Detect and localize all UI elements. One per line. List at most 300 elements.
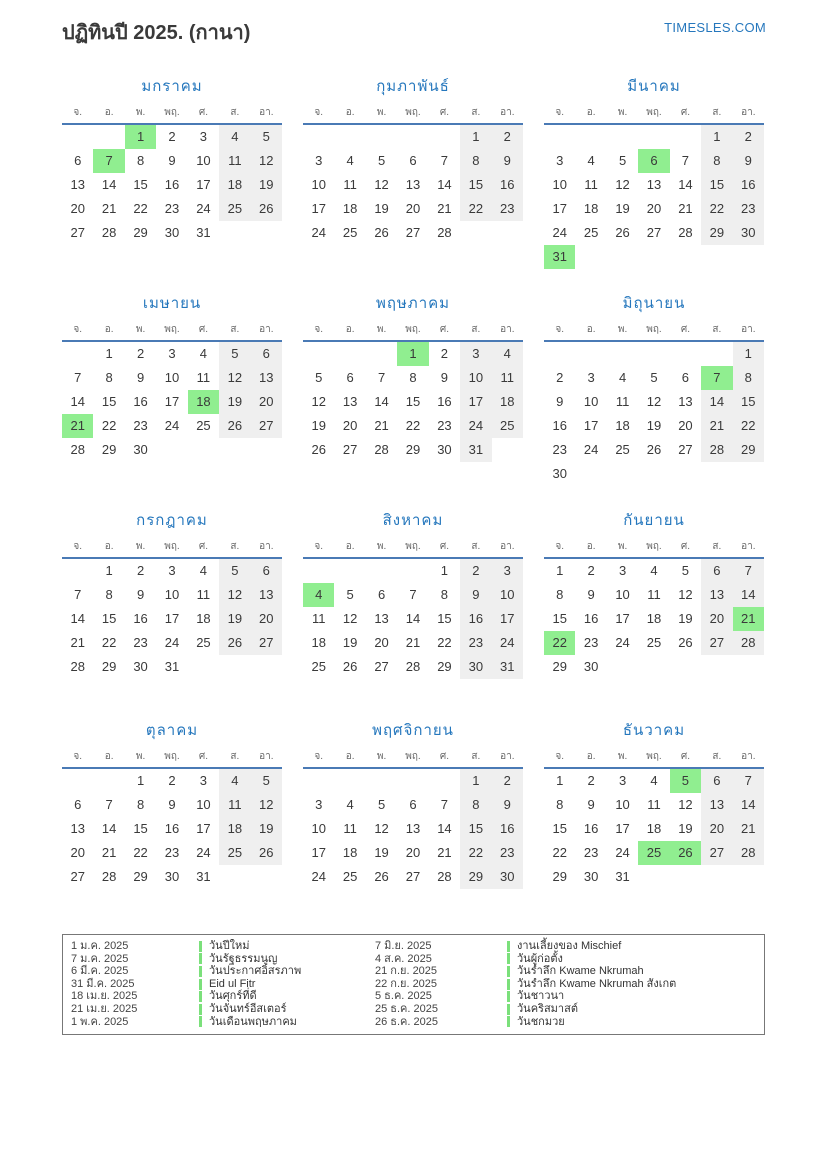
day-cell: 6 bbox=[681, 370, 690, 385]
day-cell: 14 bbox=[70, 394, 85, 409]
holiday-day-cell: 25 bbox=[638, 841, 669, 865]
day-cell: 14 bbox=[101, 821, 117, 836]
legend-name: วันผู้ก่อตั้ง bbox=[517, 952, 563, 965]
site-link[interactable]: TIMESLES.COM bbox=[664, 20, 766, 35]
day-cell: 14 bbox=[70, 611, 85, 626]
day-cell: 10 bbox=[492, 583, 523, 607]
empty-cell bbox=[638, 865, 669, 889]
day-cell: 4 bbox=[219, 769, 250, 793]
legend-name: วันปีใหม่ bbox=[209, 940, 250, 952]
day-cell: 7 bbox=[733, 559, 764, 583]
day-cell: 10 bbox=[552, 177, 567, 192]
day-cell: 25 bbox=[219, 197, 250, 221]
month-5 bbox=[303, 291, 523, 479]
day-cell: 26 bbox=[342, 659, 358, 674]
day-cell: 8 bbox=[556, 587, 564, 602]
day-cell: 14 bbox=[374, 394, 389, 409]
holiday-day-cell: 7 bbox=[93, 149, 124, 173]
weekday-header: อา. bbox=[259, 751, 274, 762]
day-cell: 16 bbox=[492, 817, 523, 841]
day-cell: 9 bbox=[587, 797, 595, 812]
day-cell: 1 bbox=[556, 563, 564, 578]
weekday-header: ส. bbox=[230, 324, 240, 335]
month-title[interactable]: ตุลาคม bbox=[145, 722, 199, 739]
empty-cell bbox=[701, 865, 732, 889]
holiday-day-cell: 21 bbox=[62, 414, 93, 438]
weekday-header: ศ. bbox=[680, 751, 690, 762]
day-cell: 28 bbox=[437, 869, 452, 884]
day-cell: 26 bbox=[374, 869, 389, 884]
empty-cell bbox=[219, 221, 250, 245]
day-cell: 7 bbox=[409, 587, 417, 602]
weekday-header: อา. bbox=[741, 541, 756, 552]
day-cell: 16 bbox=[492, 173, 523, 197]
week-row bbox=[62, 841, 282, 865]
day-cell: 20 bbox=[701, 817, 732, 841]
legend-marker-icon bbox=[199, 991, 202, 1002]
holiday-day-cell: 4 bbox=[303, 583, 334, 607]
weekday-header: ส. bbox=[230, 107, 240, 118]
legend-name: งานเลี้ยงของ Mischief bbox=[517, 940, 622, 952]
day-cell: 30 bbox=[164, 225, 180, 240]
empty-cell bbox=[93, 125, 124, 149]
page-title: ปฏิทินปี 2025. (กานา) bbox=[62, 22, 251, 44]
day-cell: 22 bbox=[733, 414, 764, 438]
legend-marker-icon bbox=[507, 991, 510, 1002]
week-row bbox=[62, 149, 282, 173]
day-cell: 25 bbox=[646, 635, 662, 650]
day-cell: 5 bbox=[681, 563, 690, 578]
day-cell: 23 bbox=[460, 631, 491, 655]
day-cell: 3 bbox=[168, 563, 176, 578]
day-cell: 4 bbox=[346, 153, 354, 168]
day-cell: 24 bbox=[615, 635, 630, 650]
day-cell: 28 bbox=[733, 841, 764, 865]
day-cell: 29 bbox=[552, 869, 567, 884]
weekday-header: อา. bbox=[741, 751, 756, 762]
day-cell: 22 bbox=[405, 418, 421, 433]
holiday-day-cell: 5 bbox=[670, 769, 701, 793]
empty-cell bbox=[638, 125, 669, 149]
day-cell: 28 bbox=[437, 225, 452, 240]
day-cell: 11 bbox=[615, 394, 630, 409]
weekday-header: ส. bbox=[471, 541, 481, 552]
day-cell: 27 bbox=[70, 225, 85, 240]
day-cell: 26 bbox=[219, 631, 250, 655]
day-cell: 12 bbox=[219, 366, 250, 390]
day-cell: 12 bbox=[615, 177, 630, 192]
month-title[interactable]: กรกฎาคม bbox=[136, 512, 208, 529]
day-cell: 24 bbox=[615, 845, 630, 860]
day-cell: 23 bbox=[552, 442, 567, 457]
legend-marker-icon bbox=[507, 941, 510, 952]
holiday-day-cell: 21 bbox=[733, 607, 764, 631]
weekday-header: จ. bbox=[555, 541, 565, 552]
month-6 bbox=[544, 291, 764, 486]
month-title[interactable]: พฤษภาคม bbox=[375, 295, 451, 312]
weekday-header: ศ. bbox=[198, 324, 208, 335]
day-cell: 25 bbox=[196, 635, 211, 650]
month-title[interactable]: กันยายน bbox=[623, 512, 685, 529]
holiday-legend bbox=[62, 934, 765, 1035]
empty-cell bbox=[670, 655, 701, 679]
day-cell: 27 bbox=[405, 869, 421, 884]
empty-cell bbox=[575, 342, 606, 366]
day-cell: 17 bbox=[615, 611, 630, 626]
day-cell: 9 bbox=[492, 793, 523, 817]
empty-cell bbox=[303, 342, 334, 366]
day-cell: 9 bbox=[587, 587, 595, 602]
legend-entry bbox=[507, 953, 756, 966]
week-row bbox=[544, 366, 764, 390]
day-cell: 13 bbox=[646, 177, 662, 192]
weekday-header: ส. bbox=[712, 107, 722, 118]
legend-name: วันชกมวย bbox=[517, 1015, 565, 1028]
empty-cell bbox=[607, 245, 638, 269]
day-cell: 15 bbox=[701, 173, 732, 197]
day-cell: 23 bbox=[583, 635, 599, 650]
holiday-day-cell: 22 bbox=[544, 631, 575, 655]
month-title[interactable]: มิถุนายน bbox=[622, 295, 686, 312]
empty-cell bbox=[303, 769, 334, 793]
week-row bbox=[303, 221, 523, 245]
weekday-header: พ. bbox=[376, 541, 387, 552]
day-cell: 19 bbox=[219, 390, 250, 414]
week-row bbox=[62, 197, 282, 221]
legend-name: วันคริสมาสต์ bbox=[517, 1002, 578, 1015]
weekday-header: ศ. bbox=[439, 541, 449, 552]
day-cell: 19 bbox=[678, 611, 693, 626]
weekday-header: อา. bbox=[500, 107, 515, 118]
empty-cell bbox=[334, 342, 365, 366]
day-cell: 19 bbox=[251, 173, 282, 197]
day-cell: 29 bbox=[133, 225, 148, 240]
empty-cell bbox=[575, 125, 606, 149]
month-title[interactable]: มีนาคม bbox=[627, 78, 681, 95]
week-row bbox=[544, 342, 764, 366]
day-cell: 17 bbox=[615, 821, 630, 836]
empty-cell bbox=[575, 245, 606, 269]
legend-marker-icon bbox=[507, 966, 510, 977]
day-cell: 6 bbox=[346, 370, 354, 385]
day-cell: 6 bbox=[74, 153, 82, 168]
day-cell: 19 bbox=[374, 845, 389, 860]
weekday-header: อ. bbox=[586, 751, 596, 762]
day-cell: 18 bbox=[646, 611, 662, 626]
empty-cell bbox=[251, 438, 282, 462]
day-cell: 27 bbox=[251, 631, 282, 655]
weekday-header: ส. bbox=[471, 324, 481, 335]
day-cell: 20 bbox=[251, 390, 282, 414]
week-row bbox=[544, 607, 764, 631]
day-cell: 24 bbox=[164, 635, 180, 650]
day-cell: 8 bbox=[105, 370, 113, 385]
month-title[interactable]: พฤศจิกายน bbox=[372, 722, 454, 739]
day-cell: 24 bbox=[196, 201, 211, 216]
weekday-header: พฤ. bbox=[646, 541, 662, 552]
day-cell: 31 bbox=[492, 655, 523, 679]
day-cell: 12 bbox=[342, 611, 358, 626]
week-row bbox=[62, 769, 282, 793]
day-cell: 14 bbox=[701, 390, 732, 414]
month-title[interactable]: เมษายน bbox=[142, 295, 202, 312]
empty-cell bbox=[701, 462, 732, 486]
empty-cell bbox=[429, 769, 460, 793]
empty-cell bbox=[733, 655, 764, 679]
day-cell: 21 bbox=[70, 635, 85, 650]
day-cell: 10 bbox=[615, 587, 630, 602]
empty-cell bbox=[62, 769, 93, 793]
day-cell: 1 bbox=[136, 773, 145, 788]
legend-marker-icon bbox=[199, 966, 202, 977]
weekday-header: พฤ. bbox=[405, 324, 421, 335]
legend-date: 1 พ.ค. 2025 bbox=[71, 1015, 129, 1028]
empty-cell bbox=[334, 559, 365, 583]
day-cell: 2 bbox=[136, 563, 145, 578]
months-grid bbox=[62, 74, 766, 906]
day-cell: 26 bbox=[374, 225, 389, 240]
day-cell: 20 bbox=[251, 607, 282, 631]
day-cell: 8 bbox=[460, 149, 491, 173]
day-cell: 28 bbox=[70, 442, 85, 457]
legend-grid bbox=[71, 940, 756, 1028]
day-cell: 17 bbox=[311, 201, 326, 216]
day-cell: 16 bbox=[460, 607, 491, 631]
day-cell: 8 bbox=[105, 587, 113, 602]
day-cell: 29 bbox=[552, 659, 567, 674]
legend-name: วันศุกร์ที่ดี bbox=[209, 990, 257, 1003]
empty-cell bbox=[544, 342, 575, 366]
week-row bbox=[544, 655, 764, 679]
week-row bbox=[62, 583, 282, 607]
day-cell: 4 bbox=[199, 346, 208, 361]
day-cell: 4 bbox=[346, 797, 354, 812]
day-cell: 9 bbox=[136, 587, 145, 602]
day-cell: 21 bbox=[374, 418, 389, 433]
empty-cell bbox=[607, 125, 638, 149]
day-cell: 3 bbox=[556, 153, 564, 168]
empty-cell bbox=[638, 655, 669, 679]
day-cell: 5 bbox=[618, 153, 627, 168]
day-cell: 8 bbox=[409, 370, 417, 385]
day-cell: 4 bbox=[219, 125, 250, 149]
legend-date: 22 ก.ย. 2025 bbox=[375, 977, 438, 990]
day-cell: 13 bbox=[342, 394, 358, 409]
legend-name: วันรำลึก Kwame Nkrumah สังเกต bbox=[517, 977, 677, 990]
day-cell: 9 bbox=[168, 797, 176, 812]
day-cell: 20 bbox=[405, 845, 421, 860]
week-row bbox=[62, 173, 282, 197]
month-8 bbox=[303, 508, 523, 696]
legend-entry bbox=[199, 1003, 375, 1016]
legend-name: วันเดือนพฤษภาคม bbox=[209, 1015, 297, 1028]
day-cell: 7 bbox=[377, 370, 386, 385]
day-cell: 25 bbox=[615, 442, 630, 457]
day-cell: 14 bbox=[437, 177, 452, 192]
weekday-header: ศ. bbox=[680, 324, 690, 335]
week-row bbox=[544, 390, 764, 414]
empty-cell bbox=[397, 769, 428, 793]
empty-cell bbox=[670, 865, 701, 889]
week-row bbox=[544, 817, 764, 841]
empty-cell bbox=[397, 125, 428, 149]
weekday-header: อา. bbox=[500, 751, 515, 762]
week-row bbox=[62, 125, 282, 149]
legend-date: 1 ม.ค. 2025 bbox=[71, 940, 129, 952]
day-cell: 26 bbox=[251, 197, 282, 221]
month-title[interactable]: ธันวาคม bbox=[622, 722, 686, 739]
weekday-header: พ. bbox=[617, 751, 628, 762]
weekday-header: พ. bbox=[617, 324, 628, 335]
legend-marker-icon bbox=[199, 1016, 202, 1027]
month-11 bbox=[303, 718, 523, 906]
day-cell: 13 bbox=[374, 611, 389, 626]
empty-cell bbox=[62, 125, 93, 149]
day-cell: 5 bbox=[377, 153, 386, 168]
weekday-header: พฤ. bbox=[164, 324, 180, 335]
weekday-header: จ. bbox=[73, 107, 83, 118]
day-cell: 1 bbox=[460, 769, 491, 793]
week-row bbox=[62, 793, 282, 817]
day-cell: 8 bbox=[733, 366, 764, 390]
day-cell: 30 bbox=[460, 655, 491, 679]
day-cell: 12 bbox=[678, 587, 693, 602]
weekday-header-row bbox=[62, 749, 282, 769]
day-cell: 5 bbox=[650, 370, 658, 385]
month-9 bbox=[544, 508, 764, 696]
legend-name: Eid ul Fitr bbox=[209, 977, 256, 990]
week-row bbox=[544, 438, 764, 462]
day-cell: 24 bbox=[311, 225, 326, 240]
day-cell: 12 bbox=[219, 583, 250, 607]
day-cell: 30 bbox=[133, 442, 148, 457]
day-cell: 26 bbox=[251, 841, 282, 865]
day-cell: 3 bbox=[618, 773, 627, 788]
weekday-header: พ. bbox=[135, 541, 146, 552]
day-cell: 18 bbox=[583, 201, 599, 216]
day-cell: 21 bbox=[733, 817, 764, 841]
day-cell: 2 bbox=[168, 129, 176, 144]
day-cell: 2 bbox=[136, 346, 145, 361]
day-cell: 10 bbox=[164, 587, 180, 602]
weekday-header: อ. bbox=[586, 107, 596, 118]
day-cell: 22 bbox=[101, 418, 117, 433]
month-title[interactable]: กุมภาพันธ์ bbox=[376, 78, 450, 95]
day-cell: 10 bbox=[311, 177, 326, 192]
day-cell: 2 bbox=[492, 125, 523, 149]
day-cell: 23 bbox=[583, 845, 599, 860]
holiday-day-cell: 18 bbox=[188, 390, 219, 414]
empty-cell bbox=[188, 655, 219, 679]
day-cell: 29 bbox=[405, 442, 421, 457]
day-cell: 1 bbox=[460, 125, 491, 149]
day-cell: 22 bbox=[133, 201, 148, 216]
day-cell: 4 bbox=[650, 773, 658, 788]
day-cell: 4 bbox=[492, 342, 523, 366]
day-cell: 22 bbox=[552, 845, 567, 860]
day-cell: 11 bbox=[584, 177, 598, 192]
day-cell: 18 bbox=[342, 845, 358, 860]
day-cell: 9 bbox=[460, 583, 491, 607]
day-cell: 25 bbox=[342, 225, 358, 240]
week-row bbox=[303, 438, 523, 462]
legend-marker-icon bbox=[199, 979, 202, 990]
empty-cell bbox=[397, 559, 428, 583]
day-cell: 21 bbox=[405, 635, 421, 650]
day-cell: 26 bbox=[678, 635, 693, 650]
empty-cell bbox=[366, 342, 397, 366]
day-cell: 15 bbox=[133, 177, 148, 192]
weekday-header: ศ. bbox=[439, 107, 449, 118]
day-cell: 13 bbox=[701, 583, 732, 607]
empty-cell bbox=[251, 655, 282, 679]
empty-cell bbox=[156, 438, 187, 462]
legend-entry bbox=[507, 990, 756, 1003]
legend-date: 21 เม.ย. 2025 bbox=[71, 1002, 138, 1015]
weekday-header: ส. bbox=[712, 751, 722, 762]
weekday-header-row bbox=[544, 322, 764, 342]
day-cell: 5 bbox=[219, 342, 250, 366]
month-title[interactable]: มกราคม bbox=[141, 78, 203, 95]
empty-cell bbox=[575, 462, 606, 486]
day-cell: 16 bbox=[133, 394, 148, 409]
week-row bbox=[62, 366, 282, 390]
day-cell: 6 bbox=[251, 342, 282, 366]
weekday-header: พ. bbox=[617, 541, 628, 552]
week-row bbox=[62, 631, 282, 655]
weekday-header: อา. bbox=[259, 107, 274, 118]
legend-name: วันรัฐธรรมนูญ bbox=[209, 952, 278, 965]
weekday-header: ส. bbox=[471, 107, 481, 118]
weekday-header: พฤ. bbox=[405, 107, 421, 118]
day-cell: 27 bbox=[678, 442, 693, 457]
day-cell: 17 bbox=[164, 394, 180, 409]
day-cell: 20 bbox=[678, 418, 693, 433]
day-cell: 12 bbox=[251, 149, 282, 173]
day-cell: 12 bbox=[374, 177, 389, 192]
weekday-header: จ. bbox=[555, 751, 565, 762]
month-10 bbox=[62, 718, 282, 906]
legend-marker-icon bbox=[507, 979, 510, 990]
week-row bbox=[303, 197, 523, 221]
day-cell: 11 bbox=[343, 821, 357, 836]
legend-name: วันประกาศอิสรภาพ bbox=[209, 965, 302, 978]
day-cell: 25 bbox=[311, 659, 326, 674]
day-cell: 17 bbox=[460, 390, 491, 414]
week-row bbox=[303, 414, 523, 438]
day-cell: 7 bbox=[74, 370, 82, 385]
weekday-header: ศ. bbox=[680, 541, 690, 552]
day-cell: 3 bbox=[618, 563, 627, 578]
holiday-day-cell: 6 bbox=[638, 149, 669, 173]
day-cell: 14 bbox=[101, 177, 117, 192]
empty-cell bbox=[670, 342, 701, 366]
day-cell: 2 bbox=[460, 559, 491, 583]
holiday-day-cell: 26 bbox=[670, 841, 701, 865]
legend-date: 21 ก.ย. 2025 bbox=[375, 965, 438, 978]
day-cell: 30 bbox=[583, 659, 599, 674]
month-title[interactable]: สิงหาคม bbox=[382, 512, 444, 529]
day-cell: 30 bbox=[164, 869, 180, 884]
day-cell: 3 bbox=[315, 153, 323, 168]
day-cell: 19 bbox=[646, 418, 662, 433]
day-cell: 23 bbox=[492, 841, 523, 865]
legend-entry bbox=[199, 940, 375, 953]
day-cell: 6 bbox=[409, 153, 417, 168]
day-cell: 11 bbox=[219, 149, 250, 173]
legend-name: วันจันทร์อีสเตอร์ bbox=[209, 1002, 287, 1015]
weekday-header: จ. bbox=[555, 107, 565, 118]
